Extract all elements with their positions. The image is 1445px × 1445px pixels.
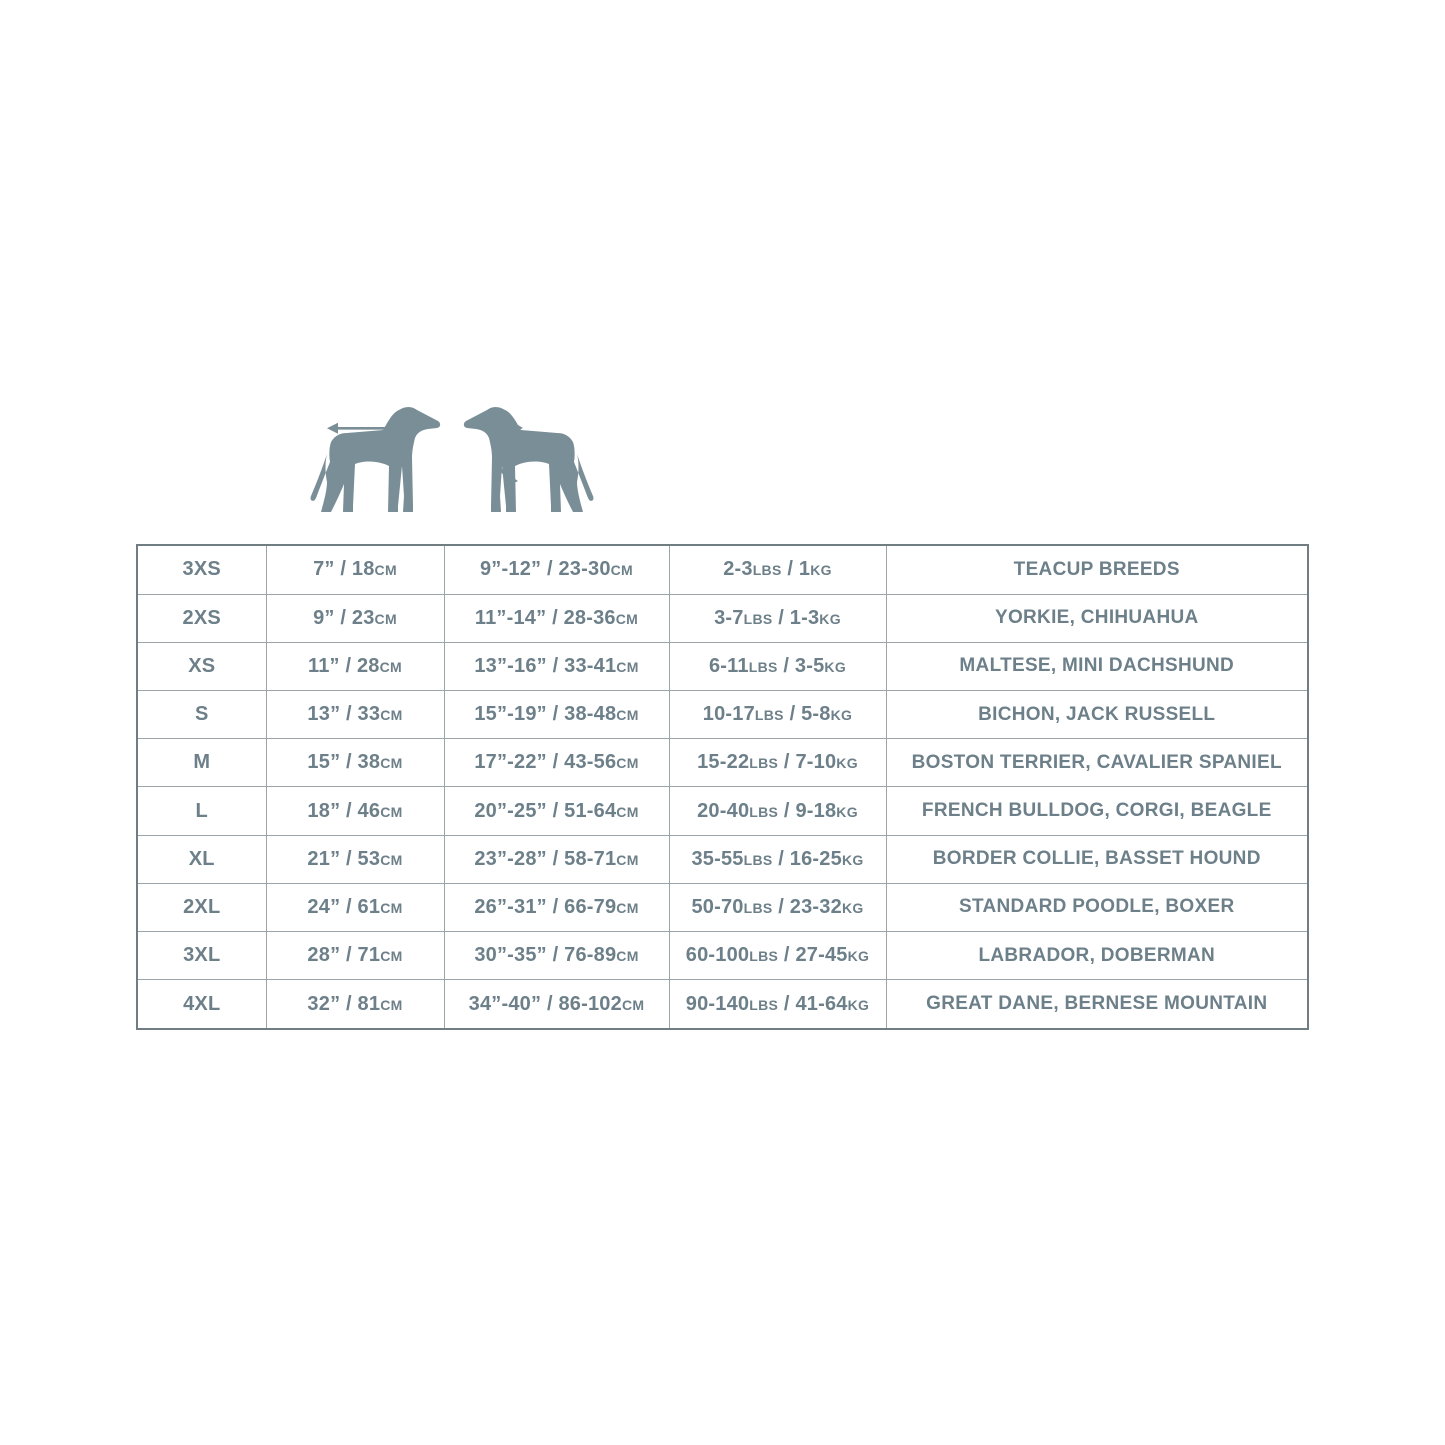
chest-girth-cell: 30”-35” / 76-89CM <box>444 932 669 980</box>
chest-girth-cell: 11”-14” / 28-36CM <box>444 594 669 642</box>
table-row <box>137 594 1308 642</box>
size-cell: 2XL <box>137 883 266 931</box>
weight-cell: 20-40LBS / 9-18KG <box>669 787 886 835</box>
chest-girth-cell: 15”-19” / 38-48CM <box>444 691 669 739</box>
weight-cell: 2-3LBS / 1KG <box>669 545 886 594</box>
dog-size-chart-table <box>136 544 1309 1030</box>
size-cell: 2XS <box>137 594 266 642</box>
size-cell: L <box>137 787 266 835</box>
chest-girth-cell: 17”-22” / 43-56CM <box>444 739 669 787</box>
size-cell: S <box>137 691 266 739</box>
table-row <box>137 980 1308 1029</box>
breeds-cell: FRENCH BULLDOG, CORGI, BEAGLE <box>886 787 1308 835</box>
size-cell: XL <box>137 835 266 883</box>
back-length-cell: 7” / 18CM <box>266 545 444 594</box>
breeds-cell: STANDARD POODLE, BOXER <box>886 883 1308 931</box>
measurement-diagram <box>301 398 603 524</box>
breeds-cell: BICHON, JACK RUSSELL <box>886 691 1308 739</box>
breeds-cell: MALTESE, MINI DACHSHUND <box>886 642 1308 690</box>
table-row <box>137 739 1308 787</box>
chest-girth-cell: 9”-12” / 23-30CM <box>444 545 669 594</box>
back-length-cell: 32” / 81CM <box>266 980 444 1029</box>
chest-girth-cell: 13”-16” / 33-41CM <box>444 642 669 690</box>
back-length-cell: 11” / 28CM <box>266 642 444 690</box>
back-length-cell: 9” / 23CM <box>266 594 444 642</box>
size-cell: M <box>137 739 266 787</box>
weight-cell: 90-140LBS / 41-64KG <box>669 980 886 1029</box>
chest-girth-cell: 26”-31” / 66-79CM <box>444 883 669 931</box>
chest-girth-cell: 34”-40” / 86-102CM <box>444 980 669 1029</box>
breeds-cell: BOSTON TERRIER, CAVALIER SPANIEL <box>886 739 1308 787</box>
weight-cell: 10-17LBS / 5-8KG <box>669 691 886 739</box>
back-length-cell: 15” / 38CM <box>266 739 444 787</box>
table-row <box>137 787 1308 835</box>
size-cell: 4XL <box>137 980 266 1029</box>
back-length-cell: 18” / 46CM <box>266 787 444 835</box>
table-row <box>137 883 1308 931</box>
size-table-body <box>137 545 1308 1029</box>
weight-cell: 15-22LBS / 7-10KG <box>669 739 886 787</box>
size-cell: 3XS <box>137 545 266 594</box>
dog-side-silhouette-mirrored-icon <box>453 398 603 524</box>
back-length-cell: 28” / 71CM <box>266 932 444 980</box>
table-row <box>137 642 1308 690</box>
weight-cell: 50-70LBS / 23-32KG <box>669 883 886 931</box>
back-length-cell: 13” / 33CM <box>266 691 444 739</box>
table-row <box>137 835 1308 883</box>
weight-cell: 60-100LBS / 27-45KG <box>669 932 886 980</box>
breeds-cell: GREAT DANE, BERNESE MOUNTAIN <box>886 980 1308 1029</box>
table-row <box>137 545 1308 594</box>
table-row <box>137 932 1308 980</box>
back-length-cell: 21” / 53CM <box>266 835 444 883</box>
weight-cell: 3-7LBS / 1-3KG <box>669 594 886 642</box>
breeds-cell: BORDER COLLIE, BASSET HOUND <box>886 835 1308 883</box>
breeds-cell: YORKIE, CHIHUAHUA <box>886 594 1308 642</box>
back-length-cell: 24” / 61CM <box>266 883 444 931</box>
breeds-cell: TEACUP BREEDS <box>886 545 1308 594</box>
weight-cell: 6-11LBS / 3-5KG <box>669 642 886 690</box>
table-row <box>137 691 1308 739</box>
weight-cell: 35-55LBS / 16-25KG <box>669 835 886 883</box>
dog-side-silhouette-icon <box>301 398 451 524</box>
size-cell: XS <box>137 642 266 690</box>
size-cell: 3XL <box>137 932 266 980</box>
breeds-cell: LABRADOR, DOBERMAN <box>886 932 1308 980</box>
chest-girth-cell: 20”-25” / 51-64CM <box>444 787 669 835</box>
chest-girth-cell: 23”-28” / 58-71CM <box>444 835 669 883</box>
